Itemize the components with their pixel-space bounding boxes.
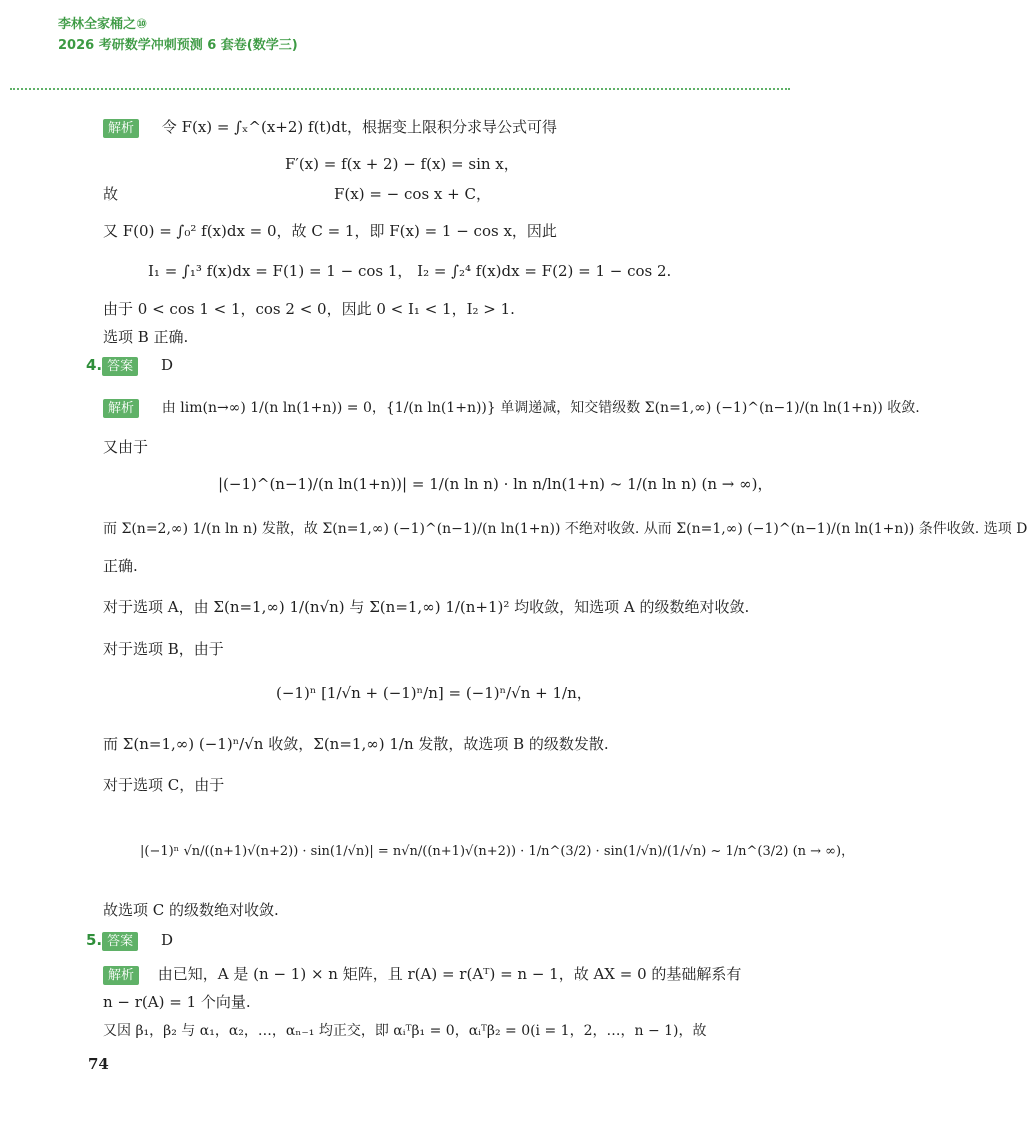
text-line: 而 Σ(n=1,∞) (−1)ⁿ/√n 收敛，Σ(n=1,∞) 1/n 发散，故选项 B 的级数发散. xyxy=(103,735,609,753)
text-line: 又由于 xyxy=(103,438,149,456)
formula-line: I₁ = ∫₁³ f(x)dx = F(1) = 1 − cos 1， I₂ = ∫₂⁴ f(x)dx = F(2) = 1 − cos 2. xyxy=(148,262,672,280)
text-line: 由 lim(n→∞) 1/(n ln(1+n)) = 0，{1/(n ln(1+n))} 单调递减，知交错级数 Σ(n=1,∞) (−1)^(n−1)/(n ln(1+n)) 收敛. xyxy=(161,400,920,416)
analysis-4 xyxy=(103,398,920,418)
answer-5 xyxy=(86,931,173,951)
text-line: n − r(A) = 1 个向量. xyxy=(103,993,251,1011)
text-line: 对于选项 A，由 Σ(n=1,∞) 1/(n√n) 与 Σ(n=1,∞) 1/(n+1)² 均收敛，知选项 A 的级数绝对收敛. xyxy=(103,598,750,616)
header-subtitle: 2026 考研数学冲刺预测 6 套卷(数学三) xyxy=(58,38,298,53)
analysis-tag: 解析 xyxy=(103,966,139,985)
text-line: 令 F(x) = ∫ₓ^(x+2) f(t)dt，根据变上限积分求导公式可得 xyxy=(161,118,557,136)
formula-line: F′(x) = f(x + 2) − f(x) = sin x， xyxy=(285,155,519,173)
formula-line: F(x) = − cos x + C， xyxy=(334,185,491,203)
answer-tag: 答案 xyxy=(102,932,138,951)
text-line: 选项 B 正确. xyxy=(103,328,189,346)
analysis-tag: 解析 xyxy=(103,399,139,418)
text-line: 故选项 C 的级数绝对收敛. xyxy=(103,901,279,919)
page-number: 74 xyxy=(88,1055,109,1073)
answer-value: D xyxy=(160,931,173,949)
analysis-tag: 解析 xyxy=(103,119,139,138)
header-series: 李林全家桶之⑩ xyxy=(58,17,148,32)
text-line: 又 F(0) = ∫₀² f(x)dx = 0，故 C = 1，即 F(x) = 1 − cos x，因此 xyxy=(103,222,557,240)
text-line: 对于选项 B，由于 xyxy=(103,640,224,658)
formula-line: |(−1)^(n−1)/(n ln(1+n))| = 1/(n ln n) · ln n/ln(1+n) ~ 1/(n ln n) (n → ∞)， xyxy=(218,475,773,493)
text-line: 而 Σ(n=2,∞) 1/(n ln n) 发散，故 Σ(n=1,∞) (−1)^(n−1)/(n ln(1+n)) 不绝对收敛. 从而 Σ(n=1,∞) (−1)^(n−1)/(n ln(1+n)) 条件收敛. 选项 D xyxy=(103,521,1027,537)
analysis-3 xyxy=(103,118,557,138)
question-number: 5. xyxy=(86,931,103,949)
answer-4 xyxy=(86,356,173,376)
question-number: 4. xyxy=(86,356,103,374)
answer-value: D xyxy=(160,356,173,374)
formula-line: (−1)ⁿ [1/√n + (−1)ⁿ/n] = (−1)ⁿ/√n + 1/n， xyxy=(276,684,592,702)
text-line: 正确. xyxy=(103,557,138,575)
answer-tag: 答案 xyxy=(102,357,138,376)
text-line: 由已知，A 是 (n − 1) × n 矩阵，且 r(A) = r(Aᵀ) = n − 1，故 AX = 0 的基础解系有 xyxy=(157,965,742,983)
text-line: 又因 β₁，β₂ 与 α₁，α₂，…，αₙ₋₁ 均正交，即 αᵢᵀβ₁ = 0，αᵢᵀβ₂ = 0(i = 1，2，…，n − 1)，故 xyxy=(103,1023,707,1039)
text-line: 故 xyxy=(103,185,119,203)
text-line: 对于选项 C，由于 xyxy=(103,776,225,794)
formula-line: |(−1)ⁿ √n/((n+1)√(n+2)) · sin(1/√n)| = n√n/((n+1)√(n+2)) · 1/n^(3/2) · sin(1/√n)/(1/√n) ~ 1/n^(3/2) (n → ∞)， xyxy=(140,844,855,859)
text-line: 由于 0 < cos 1 < 1，cos 2 < 0，因此 0 < I₁ < 1，I₂ > 1. xyxy=(103,300,515,318)
analysis-5 xyxy=(103,965,741,985)
header-divider xyxy=(10,88,790,90)
